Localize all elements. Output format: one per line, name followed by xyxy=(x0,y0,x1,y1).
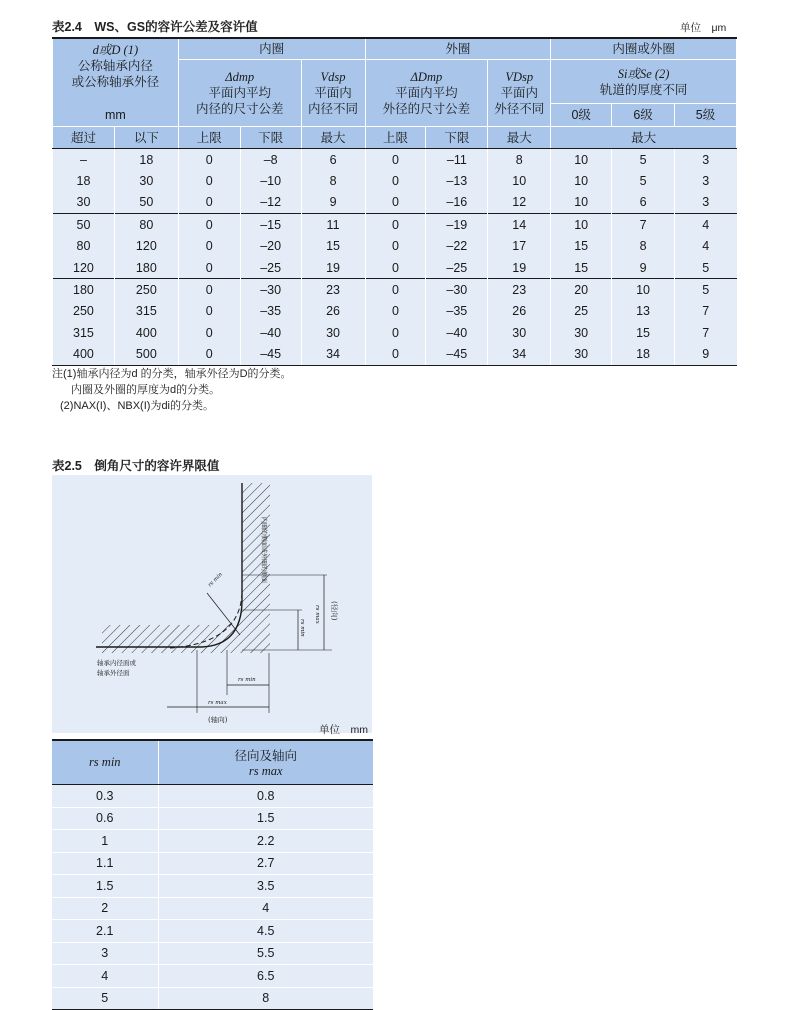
rsmax-header-label: 径向及轴向 xyxy=(234,749,297,763)
upper-header-outer: 上限 xyxy=(365,127,426,149)
table-cell: 30 xyxy=(53,192,115,214)
table-cell: 10 xyxy=(612,279,675,301)
table-cell: 0.3 xyxy=(52,785,158,808)
table-cell: –45 xyxy=(240,344,301,366)
delta-dmp-line1: 平面内平均 xyxy=(208,86,271,100)
table-2-4-caption: 表2.4 WS、GS的容许公差及容许值 xyxy=(52,20,258,34)
below-header: 以下 xyxy=(114,127,178,149)
table-cell: 6 xyxy=(612,192,675,214)
table-cell: 25 xyxy=(551,301,612,322)
table-cell: – xyxy=(53,149,115,171)
table-cell: 400 xyxy=(114,322,178,343)
table-cell: 10 xyxy=(488,170,551,191)
table-cell: 34 xyxy=(301,344,365,366)
table-cell: 8 xyxy=(612,236,675,257)
max-header-thickness: 最大 xyxy=(551,127,737,149)
table-2-5-caption: 表2.5 倒角尺寸的容许界限值 xyxy=(52,459,220,473)
table-cell: 3 xyxy=(675,149,737,171)
table-cell: 1.5 xyxy=(52,875,158,898)
table-cell: –8 xyxy=(240,149,301,171)
table-cell: 4 xyxy=(675,236,737,257)
table-cell: 4 xyxy=(675,214,737,236)
table-cell: 30 xyxy=(551,344,612,366)
table-cell: 18 xyxy=(53,170,115,191)
table-cell: 2.2 xyxy=(158,830,373,853)
delta-Dmp-symbol: ΔDmp xyxy=(410,70,443,84)
VDsp-header xyxy=(488,60,551,127)
table-cell: –13 xyxy=(426,170,488,191)
table-cell: 0 xyxy=(178,279,240,301)
table-cell: 13 xyxy=(612,301,675,322)
inner-ring-header: 内圈 xyxy=(178,38,365,60)
si-se-header xyxy=(551,60,737,104)
rsmax-header-symbol: rs max xyxy=(248,764,283,778)
table-cell: 15 xyxy=(612,322,675,343)
bore-label-1: 轴承内径面或 xyxy=(97,659,136,667)
table-cell: 1.5 xyxy=(158,807,373,830)
chamfer-diagram xyxy=(52,475,372,733)
size-header-symbol: d或D (1) xyxy=(92,43,139,57)
lower-header-outer: 下限 xyxy=(426,127,488,149)
tolerance-table xyxy=(52,37,737,366)
table-cell: 6 xyxy=(301,149,365,171)
table-cell: –22 xyxy=(426,236,488,257)
table-row xyxy=(53,149,737,171)
table-row xyxy=(53,301,737,322)
vdsp-header xyxy=(301,60,365,127)
table-cell: 0 xyxy=(365,170,426,191)
table-row xyxy=(53,170,737,191)
table-cell: 0 xyxy=(178,214,240,236)
table-cell: 15 xyxy=(551,257,612,279)
vdsp-symbol: Vdsp xyxy=(320,70,346,84)
table-cell: 30 xyxy=(551,322,612,343)
table-cell: 3 xyxy=(675,192,737,214)
size-header-line2: 公称轴承内径 xyxy=(77,59,153,73)
table-cell: 0 xyxy=(178,149,240,171)
table-cell: 18 xyxy=(114,149,178,171)
table-cell: 9 xyxy=(301,192,365,214)
delta-dmp-header xyxy=(178,60,301,127)
table-row xyxy=(52,897,373,920)
table-cell: 8 xyxy=(158,987,373,1010)
radial-label: (径向) xyxy=(330,601,338,621)
table-row xyxy=(53,214,737,236)
over-header: 超过 xyxy=(53,127,115,149)
max-header-inner: 最大 xyxy=(301,127,365,149)
table-row xyxy=(52,807,373,830)
table-cell: 7 xyxy=(612,214,675,236)
table-cell: 500 xyxy=(114,344,178,366)
table-cell: 14 xyxy=(488,214,551,236)
table-cell: 3 xyxy=(52,942,158,965)
table-cell: –25 xyxy=(240,257,301,279)
table-cell: 0 xyxy=(178,170,240,191)
table-row xyxy=(53,322,737,343)
table-cell: 23 xyxy=(488,279,551,301)
thickness-label: 轨道的厚度不同 xyxy=(599,82,688,97)
table-cell: 0 xyxy=(365,301,426,322)
upper-header-inner: 上限 xyxy=(178,127,240,149)
table-cell: 12 xyxy=(488,192,551,214)
table-cell: –15 xyxy=(240,214,301,236)
table-cell: 2.1 xyxy=(52,920,158,943)
vdsp-line2: 内径不同 xyxy=(308,102,359,116)
table-cell: 250 xyxy=(53,301,115,322)
table-cell: 34 xyxy=(488,344,551,366)
rsmax-label-radial: rs max xyxy=(314,605,320,624)
rsmax-label-axial: rs max xyxy=(208,700,227,706)
table-cell: 0 xyxy=(178,236,240,257)
table-cell: 26 xyxy=(488,301,551,322)
rsmin-header-symbol: rs min xyxy=(88,755,121,769)
table-row xyxy=(52,785,373,808)
delta-dmp-symbol: Δdmp xyxy=(225,70,255,84)
table-cell: 80 xyxy=(114,214,178,236)
table-cell: 5 xyxy=(52,987,158,1010)
table-cell: 0 xyxy=(178,301,240,322)
table-row xyxy=(53,192,737,214)
rsmin-label-radius: rs min xyxy=(207,571,224,589)
table-cell: –11 xyxy=(426,149,488,171)
table-cell: 5 xyxy=(612,149,675,171)
chamfer-outline xyxy=(96,483,242,647)
table-cell: 120 xyxy=(53,257,115,279)
VDsp-line1: 平面内 xyxy=(500,86,539,100)
table-cell: 19 xyxy=(301,257,365,279)
table-cell: 50 xyxy=(53,214,115,236)
table-cell: 315 xyxy=(53,322,115,343)
table-cell: 80 xyxy=(53,236,115,257)
table-cell: 0.8 xyxy=(158,785,373,808)
rsmax-header xyxy=(158,740,373,785)
lower-header-inner: 下限 xyxy=(240,127,301,149)
note-1: 注(1)轴承内径为d 的分类，轴承外径为D的分类。 xyxy=(52,368,292,380)
table-cell: 30 xyxy=(488,322,551,343)
table-cell: 5 xyxy=(612,170,675,191)
table-cell: –10 xyxy=(240,170,301,191)
chamfer-table xyxy=(52,739,373,1010)
size-header-unit: mm xyxy=(104,108,126,122)
rsmin-header xyxy=(52,740,158,785)
table-cell: –30 xyxy=(426,279,488,301)
table-cell: 10 xyxy=(551,170,612,191)
table-row xyxy=(52,830,373,853)
table-cell: 18 xyxy=(612,344,675,366)
table-row xyxy=(52,920,373,943)
table-row xyxy=(53,257,737,279)
chamfer-table-body xyxy=(52,785,373,1010)
table-cell: 7 xyxy=(675,322,737,343)
table-cell: 10 xyxy=(551,192,612,214)
table-cell: 2.7 xyxy=(158,852,373,875)
table-cell: 50 xyxy=(114,192,178,214)
table-cell: 5 xyxy=(675,279,737,301)
table-cell: 7 xyxy=(675,301,737,322)
table-cell: 8 xyxy=(488,149,551,171)
table-cell: 0 xyxy=(365,344,426,366)
table-cell: 0 xyxy=(365,214,426,236)
table-cell: 2 xyxy=(52,897,158,920)
table-cell: 0 xyxy=(365,192,426,214)
table-cell: 0 xyxy=(178,322,240,343)
table-cell: 4 xyxy=(158,897,373,920)
table-cell: 120 xyxy=(114,236,178,257)
size-header xyxy=(53,38,179,127)
table-cell: 315 xyxy=(114,301,178,322)
note-2: (2)NAX(I)、NBX(I)为di的分类。 xyxy=(60,400,215,412)
inner-or-outer-header: 内圈或外圈 xyxy=(551,38,737,60)
table-cell: 0 xyxy=(365,149,426,171)
table-cell: 3.5 xyxy=(158,875,373,898)
axial-label: (轴向) xyxy=(208,716,228,724)
table-row xyxy=(52,987,373,1010)
table-cell: 3 xyxy=(675,170,737,191)
grade-5-header: 5级 xyxy=(675,104,737,127)
table-cell: 8 xyxy=(301,170,365,191)
delta-dmp-line2: 内径的尺寸公差 xyxy=(195,102,284,116)
table-row xyxy=(52,852,373,875)
table-cell: 6.5 xyxy=(158,965,373,988)
chamfer-diagram-svg xyxy=(52,475,372,733)
table-row xyxy=(52,942,373,965)
VDsp-symbol: VDsp xyxy=(505,70,534,84)
table-2-4-notes xyxy=(52,366,292,414)
table-cell: 20 xyxy=(551,279,612,301)
vdsp-line1: 平面内 xyxy=(314,86,352,100)
table-cell: 4.5 xyxy=(158,920,373,943)
table-cell: 0 xyxy=(365,322,426,343)
table-cell: 30 xyxy=(301,322,365,343)
delta-Dmp-line2: 外径的尺寸公差 xyxy=(382,102,471,116)
table-cell: 26 xyxy=(301,301,365,322)
table-2-4-unit: 单位 μm xyxy=(680,22,727,34)
table-cell: 10 xyxy=(551,214,612,236)
table-cell: 9 xyxy=(612,257,675,279)
table-cell: 23 xyxy=(301,279,365,301)
table-cell: 0.6 xyxy=(52,807,158,830)
table-cell: 10 xyxy=(551,149,612,171)
table-cell: 250 xyxy=(114,279,178,301)
table-cell: 0 xyxy=(365,257,426,279)
table-cell: 4 xyxy=(52,965,158,988)
table-row xyxy=(53,344,737,366)
table-cell: –45 xyxy=(426,344,488,366)
table-cell: 0 xyxy=(178,192,240,214)
table-cell: 11 xyxy=(301,214,365,236)
grade-6-header: 6级 xyxy=(612,104,675,127)
table-cell: –25 xyxy=(426,257,488,279)
table-row xyxy=(53,279,737,301)
si-se-symbol: Si或Se (2) xyxy=(617,66,670,81)
delta-Dmp-header xyxy=(365,60,488,127)
table-cell: –19 xyxy=(426,214,488,236)
table-cell: 400 xyxy=(53,344,115,366)
table-cell: 1 xyxy=(52,830,158,853)
table-row xyxy=(53,236,737,257)
table-cell: 5 xyxy=(675,257,737,279)
rsmin-label-radial: rs min xyxy=(299,619,305,637)
table-cell: –40 xyxy=(426,322,488,343)
table-cell: 1.1 xyxy=(52,852,158,875)
delta-Dmp-line1: 平面内平均 xyxy=(395,86,458,100)
max-header-outer: 最大 xyxy=(488,127,551,149)
table-cell: 9 xyxy=(675,344,737,366)
table-cell: 180 xyxy=(53,279,115,301)
table-2-5-unit: 单位 mm xyxy=(319,724,368,736)
table-cell: 15 xyxy=(301,236,365,257)
tolerance-table-body xyxy=(53,149,737,366)
table-row xyxy=(52,965,373,988)
outer-ring-header: 外圈 xyxy=(365,38,551,60)
table-cell: 19 xyxy=(488,257,551,279)
table-cell: 5.5 xyxy=(158,942,373,965)
table-cell: –12 xyxy=(240,192,301,214)
side-face-label: 内圈的侧面或外圈的侧面 xyxy=(260,517,267,584)
table-cell: –40 xyxy=(240,322,301,343)
rsmin-label-axial: rs min xyxy=(238,677,256,683)
table-cell: 0 xyxy=(365,236,426,257)
table-cell: –16 xyxy=(426,192,488,214)
table-cell: 30 xyxy=(114,170,178,191)
table-cell: –35 xyxy=(240,301,301,322)
table-cell: –30 xyxy=(240,279,301,301)
bore-label-2: 轴承外径面 xyxy=(97,669,130,677)
grade-0-header: 0级 xyxy=(551,104,612,127)
table-cell: 0 xyxy=(178,257,240,279)
table-cell: –20 xyxy=(240,236,301,257)
table-cell: –35 xyxy=(426,301,488,322)
size-header-line3: 或公称轴承外径 xyxy=(71,75,160,89)
table-cell: 0 xyxy=(365,279,426,301)
note-1-continued: 内圈及外圈的厚度为d的分类。 xyxy=(71,384,221,396)
table-cell: 0 xyxy=(178,344,240,366)
table-cell: 17 xyxy=(488,236,551,257)
table-row xyxy=(52,875,373,898)
VDsp-line2: 外径不同 xyxy=(494,102,545,116)
table-cell: 15 xyxy=(551,236,612,257)
table-cell: 180 xyxy=(114,257,178,279)
ring-section-hatch xyxy=(102,483,270,653)
